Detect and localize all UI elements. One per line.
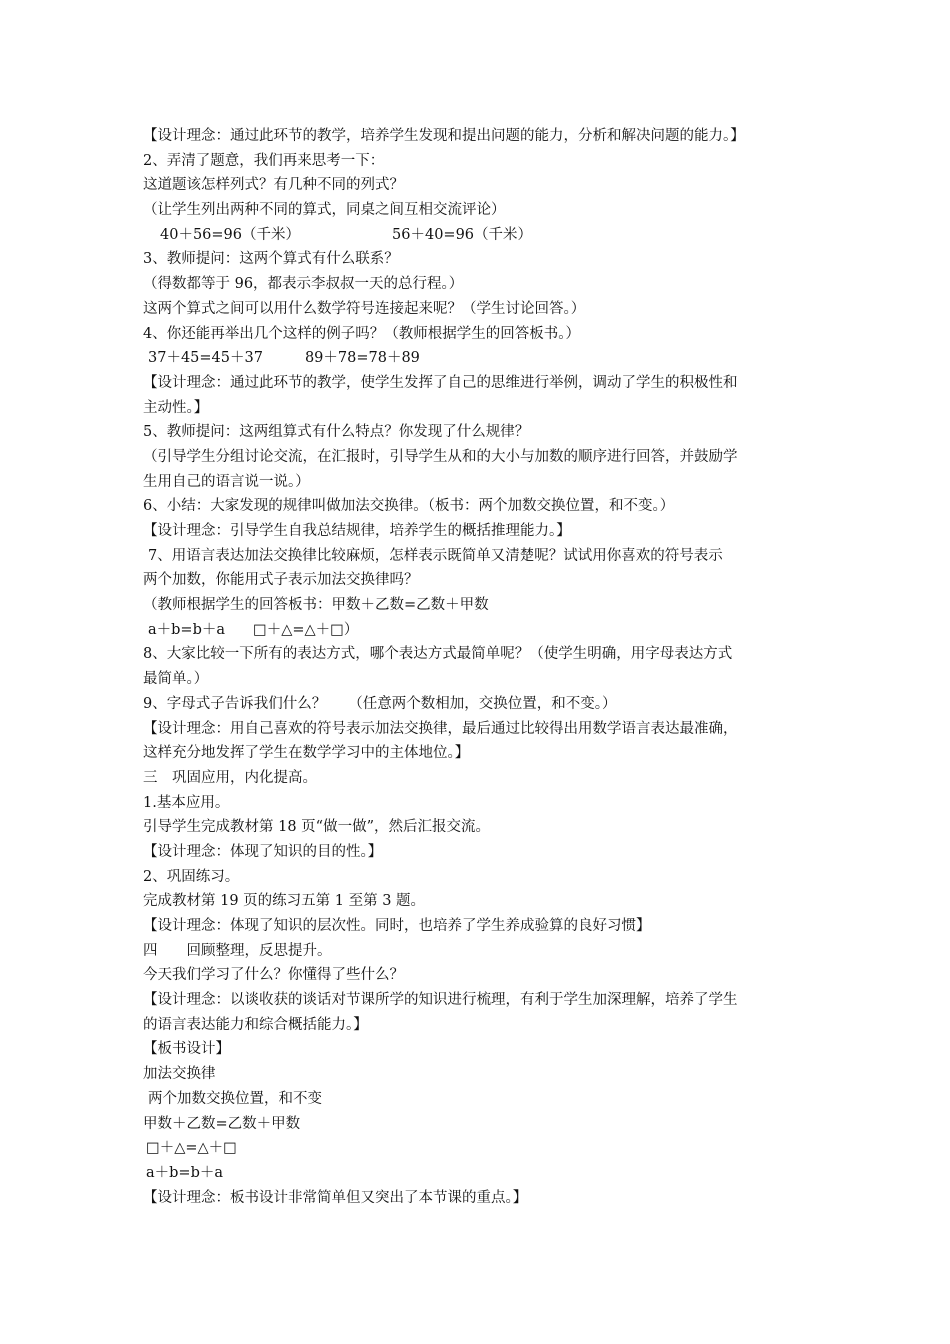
design-note-2b: 主动性。】 [143,399,209,416]
step-8-heading-b: 最简单。） [143,671,209,688]
step-9-question: 9、字母式子告诉我们什么？ [143,695,327,712]
equation-row-1 [143,223,813,248]
step-5-heading: 5、教师提问：这两组算式有什么特点？你发现了什么规律？ [143,424,530,441]
letter-formula: a＋b=b＋a [148,621,226,638]
question-connect-symbol: 这两个算式之间可以用什么数学符号连接起来呢？（学生讨论回答。） [143,300,586,317]
design-note-8: 【设计理念：板书设计非常简单但又突出了本节课的重点。】 [143,1189,528,1206]
step-4-heading: 4、你还能再举出几个这样的例子吗？（教师根据学生的回答板书。） [143,325,580,342]
design-note-4b: 这样充分地发挥了学生在数学学习中的主体地位。】 [143,745,470,762]
equation-row-2 [143,346,813,371]
equation-c: 37＋45=45＋37 [148,350,263,367]
design-note-6: 【设计理念：体现了知识的层次性。同时，也培养了学生养成验算的良好习惯】 [143,918,651,934]
guide-note-b: 生用自己的语言说一说。） [143,473,310,490]
board-note-symbols [143,618,813,643]
practice-text: 完成教材第 19 页的练习五第 1 至第 3 题。 [143,893,426,910]
equation-d: 89＋78=78＋89 [304,350,420,367]
section-3-heading: 三 巩固应用，内化提高。 [143,769,317,786]
board-design-heading: 【板书设计】 [143,1041,230,1058]
design-note-5: 【设计理念：体现了知识的目的性。】 [143,843,383,860]
answer-note-96: （得数都等于 96，都表示李叔叔一天的总行程。） [143,276,464,293]
section-4-heading: 四 回顾整理，反思提升。 [143,942,332,959]
equation-a: 40＋56=96（千米） [160,226,301,243]
step-7-heading-a: 7、用语言表达加法交换律比较麻烦，怎样表示既简单又清楚呢？试试用你喜欢的符号表示 [148,547,723,564]
basic-application-heading: 1.基本应用。 [143,794,230,811]
design-note-3: 【设计理念：引导学生自我总结规律，培养学生的概括推理能力。】 [143,523,571,539]
review-question: 今天我们学习了什么？你懂得了些什么？ [143,967,404,984]
design-note-2a: 【设计理念：通过此环节的教学，使学生发挥了自己的思维进行举例，调动了学生的积极性和 [143,374,738,391]
guide-note-a: （引导学生分组讨论交流，在汇报时，引导学生从和的大小与加数的顺序进行回答，并鼓励学 [143,448,738,465]
board-note-words: （教师根据学生的回答板书：甲数＋乙数=乙数＋甲数 [143,597,489,614]
board-letter-formula: a＋b=b＋a [146,1164,224,1181]
student-activity-note: （让学生列出两种不同的算式，同桌之间互相交流评论） [143,202,506,219]
board-words-formula: 甲数＋乙数=乙数＋甲数 [143,1115,301,1132]
equation-b: 56＋40=96（千米） [392,226,533,243]
step-6-summary: 6、小结：大家发现的规律叫做加法交换律。（板书：两个加数交换位置，和不变。） [143,498,675,515]
board-rule: 两个加数交换位置，和不变 [148,1090,322,1107]
design-note-7b: 的语言表达能力和综合概括能力。】 [143,1016,368,1033]
practice-heading: 2、巩固练习。 [143,868,240,885]
board-title: 加法交换律 [143,1066,216,1083]
design-note-1: 【设计理念：通过此环节的教学，培养学生发现和提出问题的能力，分析和解决问题的能力。】 [143,128,745,144]
step-9-answer: （任意两个数相加，交换位置，和不变。） [348,695,617,712]
step-3-heading: 3、教师提问：这两个算式有什么联系？ [143,251,399,268]
question-how-to-write: 这道题该怎样列式？有几种不同的列式？ [143,177,404,194]
document-page [143,124,813,1210]
step-7-heading-b: 两个加数，你能用式子表示加法交换律吗？ [143,572,419,589]
design-note-4a: 【设计理念：用自己喜欢的符号表示加法交换律，最后通过比较得出用数学语言表达最准确， [143,720,738,737]
shape-formula: □＋△=△＋□） [253,621,359,638]
design-note-7a: 【设计理念：以谈收获的谈话对节课所学的知识进行梳理，有利于学生加深理解，培养了学生 [143,992,738,1009]
step-8-heading-a: 8、大家比较一下所有的表达方式，哪个表达方式最简单呢？（使学生明确，用字母表达方式 [143,646,733,663]
step-2-heading: 2、弄清了题意，我们再来思考一下： [143,152,385,169]
step-9-row [143,692,813,717]
board-shape-formula: □＋△=△＋□ [146,1140,237,1157]
basic-application-text: 引导学生完成教材第 18 页“做一做”，然后汇报交流。 [143,819,490,836]
